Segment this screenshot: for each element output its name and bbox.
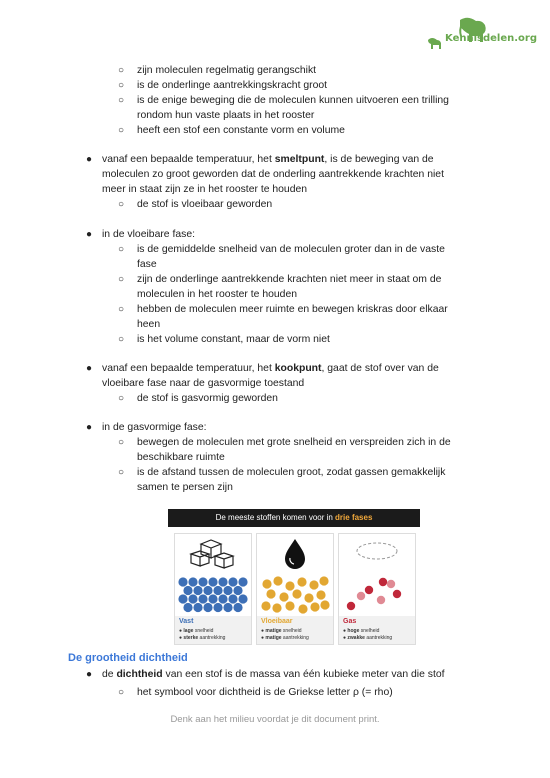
molecule (178, 577, 187, 586)
gas-molecules (347, 578, 401, 610)
list-item-continued: moleculen zo groot geworden dat de onderling aantrekkende krachten niet (102, 169, 444, 180)
molecule (233, 586, 242, 595)
text: de (102, 669, 117, 680)
list-item-continued: heen (137, 319, 161, 330)
molecule (213, 603, 222, 612)
molecule (183, 586, 192, 595)
list-item: zijn moleculen regelmatig gerangschikt (137, 65, 317, 76)
list-item-continued: vloeibare fase naar de gasvormige toestand (102, 378, 305, 389)
sub-bullet-icon: ○ (118, 80, 125, 91)
footer-note: Denk aan het milieu voordat je dit document print. (170, 714, 380, 725)
molecule (198, 594, 207, 603)
list-item-continued: samen te persen zijn (137, 482, 233, 493)
sub-bullet-icon: ○ (118, 687, 125, 698)
text: vanaf een bepaalde temperatuur, het (102, 363, 275, 374)
droplet-icon (257, 534, 333, 616)
molecule (319, 576, 328, 585)
list-item: is de onderlinge aantrekkingskracht groot (137, 80, 328, 91)
molecule (316, 590, 325, 599)
molecule (183, 603, 192, 612)
three-phases-figure (168, 509, 420, 643)
molecule (298, 604, 307, 613)
molecule (228, 594, 237, 603)
sub-bullet-icon: ○ (118, 244, 125, 255)
list-item: in de gasvormige fase: (102, 422, 207, 433)
list-item-continued: moleculen in het rooster te houden (137, 289, 298, 300)
molecule (218, 577, 227, 586)
sub-bullet-icon: ○ (118, 274, 125, 285)
molecule (233, 603, 242, 612)
property-value: matige (265, 635, 282, 641)
molecule (208, 594, 217, 603)
section-heading: De grootheid dichtheid (68, 652, 188, 664)
property-value: sterke (183, 635, 199, 641)
molecule (365, 586, 373, 594)
molecule (223, 586, 232, 595)
molecule (238, 577, 247, 586)
list-item: zijn de onderlinge aantrekkende krachten niet meer in staat om de (137, 274, 442, 285)
sub-bullet-icon: ○ (118, 467, 125, 478)
bullet-icon: ● (86, 154, 93, 165)
list-item-continued: meer in staat zijn ze in het rooster te houden (102, 184, 308, 195)
property-value: lage (183, 628, 194, 634)
figure-title-emphasis: drie fases (335, 513, 373, 522)
molecule (188, 577, 197, 586)
molecule (304, 593, 313, 602)
molecule (228, 577, 237, 586)
list-item: is de gemiddelde snelheid van de moleculen groter dan in de vaste (137, 244, 445, 255)
phase-name: Vast (179, 618, 194, 625)
property-value: hoge (347, 628, 360, 634)
molecule (266, 589, 275, 598)
list-item: de stof is gasvormig geworden (137, 393, 278, 404)
list-item: is het volume constant, maar de vorm niet (137, 334, 330, 345)
molecule (178, 594, 187, 603)
molecule (272, 603, 281, 612)
molecule (285, 601, 294, 610)
phase-property: ● matige snelheid (261, 628, 302, 634)
molecule (198, 577, 207, 586)
list-item: in de vloeibare fase: (102, 229, 195, 240)
molecule (357, 592, 365, 600)
phase-panel-liquid (256, 533, 334, 645)
molecule (273, 576, 282, 585)
molecule (193, 586, 202, 595)
list-item (102, 362, 439, 376)
molecule (379, 578, 387, 586)
list-item (102, 668, 445, 682)
property-label: aantrekking (198, 635, 226, 641)
molecule (285, 581, 294, 590)
list-item: is de enige beweging die de moleculen kunnen uitvoeren een trilling (137, 95, 449, 106)
property-value: zwakke (347, 635, 365, 641)
property-label: snelheid (193, 628, 214, 634)
ice-cubes-icon (175, 534, 251, 616)
figure-title (168, 509, 420, 527)
phase-panel-solid (174, 533, 252, 645)
term-dichtheid: dichtheid (116, 669, 163, 680)
bullet-icon: ● (86, 669, 93, 680)
phase-name: Gas (343, 618, 357, 625)
list-item: is de afstand tussen de moleculen groot, zodat gassen gemakkelijk (137, 467, 446, 478)
phase-name: Vloeibaar (261, 618, 293, 625)
molecule (203, 603, 212, 612)
liquid-molecules (261, 576, 329, 613)
phase-panel-gas (338, 533, 416, 645)
property-label: aantrekking (364, 635, 393, 641)
bullet-icon: ● (86, 422, 93, 433)
list-item: heeft een stof een constante vorm en volume (137, 125, 345, 136)
molecule (238, 594, 247, 603)
molecule (203, 586, 212, 595)
molecule (223, 603, 232, 612)
phase-property: ● zwakke aantrekking (343, 635, 393, 641)
phase-caption (339, 616, 415, 644)
molecule (310, 602, 319, 611)
property-label: aantrekking (281, 635, 309, 641)
molecule (320, 600, 329, 609)
property-value: matige (265, 628, 282, 634)
term-smeltpunt: smeltpunt (274, 154, 325, 165)
logo-text: Kennisdelen.org (445, 33, 538, 44)
phase-property: ● lage snelheid (179, 628, 214, 634)
text: , gaat de stof over van de (321, 363, 439, 374)
list-item: bewegen de moleculen met grote snelheid en verspreiden zich in de (137, 437, 451, 448)
molecule (262, 579, 271, 588)
solid-molecules (178, 577, 247, 612)
molecule (188, 594, 197, 603)
list-item-continued: rondom hun vaste plaats in het rooster (137, 110, 315, 121)
list-item (102, 153, 434, 167)
sub-bullet-icon: ○ (118, 393, 125, 404)
phase-property: ● hoge snelheid (343, 628, 380, 634)
property-label: snelheid (359, 628, 380, 634)
phase-property: ● matige aantrekking (261, 635, 309, 641)
molecule (279, 592, 288, 601)
molecule (292, 589, 301, 598)
text: vanaf een bepaalde temperatuur, het (102, 154, 275, 165)
molecule (193, 603, 202, 612)
phase-caption (257, 616, 333, 644)
molecule (387, 580, 395, 588)
sub-bullet-icon: ○ (118, 437, 125, 448)
phase-caption (175, 616, 251, 644)
gas-cloud-icon (339, 534, 415, 616)
text: van een stof is de massa van één kubieke meter van die stof (162, 669, 445, 680)
molecule (377, 596, 385, 604)
phase-property: ● sterke aantrekking (179, 635, 226, 641)
bullet-icon: ● (86, 363, 93, 374)
molecule (347, 602, 355, 610)
figure-title-text: De meeste stoffen komen voor in (215, 513, 336, 522)
list-item-continued: fase (137, 259, 157, 270)
molecule (393, 590, 401, 598)
term-kookpunt: kookpunt (274, 363, 322, 374)
sub-bullet-icon: ○ (118, 95, 125, 106)
molecule (218, 594, 227, 603)
molecule (297, 577, 306, 586)
molecule (208, 577, 217, 586)
list-item: het symbool voor dichtheid is de Griekse letter ρ (= rho) (137, 687, 393, 698)
molecule (309, 580, 318, 589)
sub-bullet-icon: ○ (118, 304, 125, 315)
list-item-continued: beschikbare ruimte (137, 452, 225, 463)
molecule (261, 601, 270, 610)
property-label: snelheid (281, 628, 302, 634)
sub-bullet-icon: ○ (118, 65, 125, 76)
sub-bullet-icon: ○ (118, 334, 125, 345)
text: , is de beweging van de (324, 154, 434, 165)
sub-bullet-icon: ○ (118, 125, 125, 136)
bullet-icon: ● (86, 229, 93, 240)
sub-bullet-icon: ○ (118, 199, 125, 210)
molecule (213, 586, 222, 595)
list-item: de stof is vloeibaar geworden (137, 199, 273, 210)
list-item: hebben de moleculen meer ruimte en bewegen kriskras door elkaar (137, 304, 448, 315)
